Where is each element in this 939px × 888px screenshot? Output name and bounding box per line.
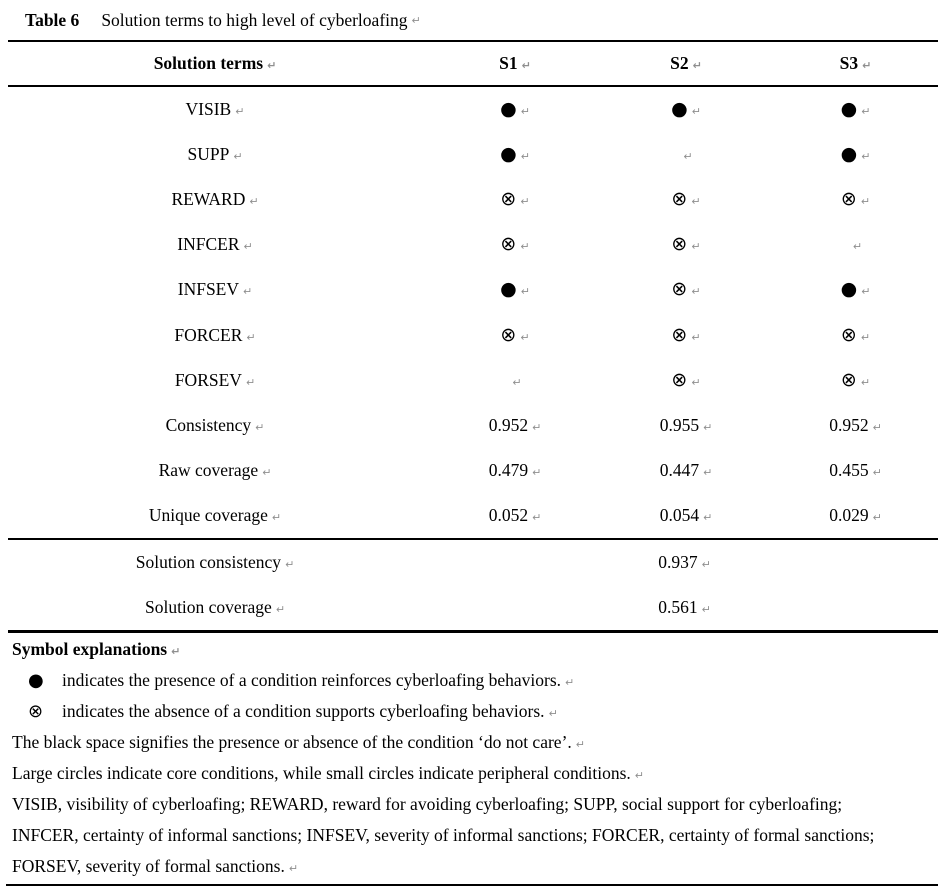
pilcrow-mark: ↵: [243, 285, 253, 299]
pilcrow-mark: ↵: [701, 603, 711, 617]
table-row-raw-coverage: [0, 448, 939, 493]
pilcrow-mark: ↵: [171, 644, 181, 658]
pilcrow-mark: ↵: [245, 375, 256, 389]
header-s2: S2 ↵: [670, 53, 702, 73]
cell-s1: [430, 234, 600, 255]
presence-circle-icon: ●: [840, 143, 858, 166]
row-label: Solution consistency ↵: [135, 552, 295, 573]
cell-s2: [600, 505, 772, 526]
pilcrow-mark: ↵: [520, 195, 530, 209]
cell-s3: [772, 234, 939, 255]
cell-s2: [600, 189, 772, 210]
pilcrow-mark: ↵: [691, 330, 701, 344]
pilcrow-mark: ↵: [701, 558, 711, 572]
cell-s2: [600, 144, 772, 165]
absence-circle-icon: ⊗: [28, 700, 44, 722]
table-row-infcer: [0, 222, 939, 267]
row-label: VISIB ↵: [185, 99, 245, 120]
pilcrow-mark: ↵: [532, 465, 542, 479]
pilcrow-mark: ↵: [683, 150, 693, 164]
note-text: VISIB, visibility of cyberloafing; REWARD, reward for avoiding cyberloafing; SUPP, social support for cyberloafing; INFCER, certainty of informal sanctions; INFSEV, severity of informal sanctions; FORCER, certainty of formal sanctions; FORSEV, severity of formal sanctions.: [12, 793, 875, 876]
cell-s1: [430, 144, 600, 165]
note-abbreviations: [12, 789, 904, 884]
note-absence: [12, 696, 939, 727]
note-text: indicates the presence of a condition reinforces cyberloafing behaviors.: [62, 669, 562, 690]
table-caption: [0, 0, 939, 40]
absence-circle-icon: ⊗: [671, 368, 688, 391]
table-number: Table 6: [25, 9, 80, 30]
cell-s3: [772, 144, 939, 165]
cell-s2: [600, 99, 772, 120]
absence-circle-icon: ⊗: [500, 323, 517, 346]
value: 0.952: [829, 414, 869, 435]
cell-s3: [772, 325, 939, 346]
value: 0.054: [659, 504, 700, 525]
cell-s3: [772, 370, 939, 391]
table-row-visib: [0, 87, 939, 132]
value: 0.955: [659, 414, 700, 435]
table-row-unique-coverage: [0, 493, 939, 538]
row-label: FORCER ↵: [174, 324, 256, 345]
cell-s3: [772, 460, 939, 481]
pilcrow-mark: ↵: [267, 59, 277, 72]
pilcrow-mark: ↵: [861, 105, 871, 119]
cell-s3: [772, 99, 939, 120]
table-header-row: [0, 42, 939, 85]
value: 0.447: [659, 459, 700, 480]
pilcrow-mark: ↵: [703, 420, 713, 434]
presence-circle-icon: ●: [840, 278, 858, 301]
presence-circle-icon: ●: [500, 98, 517, 121]
pilcrow-mark: ↵: [255, 420, 265, 434]
pilcrow-mark: ↵: [520, 240, 530, 254]
presence-circle-icon: ●: [28, 669, 44, 691]
solution-coverage-row: [0, 585, 939, 630]
note-blank-space: [12, 727, 939, 758]
cell-s1: [430, 189, 600, 210]
pilcrow-mark: ↵: [288, 861, 299, 875]
value: 0.029: [829, 504, 869, 525]
pilcrow-mark: ↵: [275, 603, 286, 617]
pilcrow-mark: ↵: [235, 105, 245, 119]
pilcrow-mark: ↵: [565, 675, 575, 689]
pilcrow-mark: ↵: [532, 510, 542, 524]
cell-s1: [430, 370, 600, 391]
pilcrow-mark: ↵: [691, 285, 701, 299]
table-row-forsev: [0, 358, 939, 403]
row-label: Consistency ↵: [165, 414, 265, 435]
table-row-supp: [0, 132, 939, 177]
cell-s1: [430, 279, 600, 300]
pilcrow-mark: ↵: [520, 105, 530, 119]
pilcrow-mark: ↵: [262, 465, 272, 479]
note-circle-sizes: [12, 758, 939, 789]
pilcrow-mark: ↵: [872, 510, 882, 524]
absence-circle-icon: ⊗: [671, 188, 688, 211]
absence-circle-icon: ⊗: [500, 188, 517, 211]
cell-s2: [600, 279, 772, 300]
pilcrow-mark: ↵: [691, 375, 701, 389]
absence-circle-icon: ⊗: [840, 368, 857, 391]
table-row-consistency: [0, 403, 939, 448]
cell-s3: [772, 279, 939, 300]
pilcrow-mark: ↵: [861, 150, 871, 164]
pilcrow-mark: ↵: [271, 510, 282, 524]
table-title: Solution terms to high level of cyberloafing: [101, 9, 408, 30]
cell-s2: [600, 415, 772, 436]
cell-s2: [600, 325, 772, 346]
pilcrow-mark: ↵: [691, 105, 701, 119]
table-row-infsev: [0, 267, 939, 312]
pilcrow-mark: ↵: [411, 13, 421, 27]
pilcrow-mark: ↵: [520, 330, 530, 344]
pilcrow-mark: ↵: [852, 240, 863, 254]
table-row-forcer: [0, 312, 939, 357]
pilcrow-mark: ↵: [249, 195, 259, 209]
row-label: SUPP ↵: [187, 144, 243, 165]
pilcrow-mark: ↵: [703, 510, 713, 524]
pilcrow-mark: ↵: [243, 240, 253, 254]
cell-s1: [430, 99, 600, 120]
note-presence: [12, 665, 939, 696]
cell-s1: [430, 325, 600, 346]
pilcrow-mark: ↵: [692, 59, 702, 72]
absence-circle-icon: ⊗: [671, 233, 688, 256]
pilcrow-mark: ↵: [861, 285, 871, 299]
cell-s2: [600, 234, 772, 255]
absence-circle-icon: ⊗: [840, 188, 857, 211]
cell-s2: [600, 460, 772, 481]
pilcrow-mark: ↵: [512, 375, 522, 389]
value: 0.479: [488, 459, 529, 480]
absence-circle-icon: ⊗: [840, 323, 857, 346]
presence-circle-icon: ●: [500, 143, 517, 166]
absence-circle-icon: ⊗: [671, 323, 688, 346]
pilcrow-mark: ↵: [860, 195, 871, 209]
row-label: Solution coverage ↵: [144, 597, 286, 618]
notes-heading: Symbol explanations ↵: [12, 634, 939, 665]
summary-value: 0.561 ↵: [658, 597, 711, 618]
cell-s3: [772, 189, 939, 210]
row-label: Unique coverage ↵: [148, 504, 282, 525]
summary-value: 0.937 ↵: [658, 552, 711, 573]
pilcrow-mark: ↵: [703, 465, 713, 479]
row-label: FORSEV ↵: [174, 369, 256, 390]
value: 0.952: [488, 414, 529, 435]
value: 0.052: [488, 504, 529, 525]
header-s3: S3 ↵: [839, 53, 872, 73]
pilcrow-mark: ↵: [872, 465, 882, 479]
cell-s1: [430, 505, 600, 526]
pilcrow-mark: ↵: [532, 420, 542, 434]
row-label: Raw coverage ↵: [158, 459, 272, 480]
pilcrow-mark: ↵: [521, 59, 531, 72]
pilcrow-mark: ↵: [634, 768, 644, 782]
note-text: indicates the absence of a condition supports cyberloafing behaviors.: [62, 700, 545, 721]
presence-circle-icon: ●: [840, 98, 858, 121]
cell-s2: [600, 370, 772, 391]
cell-s1: [430, 415, 600, 436]
row-label: REWARD ↵: [171, 189, 259, 210]
pilcrow-mark: ↵: [691, 240, 701, 254]
presence-circle-icon: ●: [500, 278, 517, 301]
cell-s3: [772, 505, 939, 526]
absence-circle-icon: ⊗: [500, 233, 517, 256]
pilcrow-mark: ↵: [233, 150, 243, 164]
pilcrow-mark: ↵: [860, 375, 871, 389]
cell-s1: [430, 460, 600, 481]
header-s1: S1 ↵: [499, 53, 531, 73]
solution-consistency-row: [0, 540, 939, 585]
pilcrow-mark: ↵: [872, 420, 882, 434]
table-notes: [0, 633, 939, 884]
pilcrow-mark: ↵: [862, 59, 872, 72]
pilcrow-mark: ↵: [285, 558, 295, 572]
pilcrow-mark: ↵: [860, 330, 871, 344]
pilcrow-mark: ↵: [691, 195, 701, 209]
header-solution-terms: Solution terms ↵: [153, 53, 277, 73]
note-text: Large circles indicate core conditions, while small circles indicate peripheral conditions.: [12, 762, 631, 783]
pilcrow-mark: ↵: [246, 330, 256, 344]
row-label: INFCER ↵: [177, 234, 253, 255]
value: 0.455: [829, 459, 869, 480]
table-row-reward: [0, 177, 939, 222]
absence-circle-icon: ⊗: [671, 278, 688, 301]
note-text: The black space signifies the presence or absence of the condition ‘do not care’.: [12, 731, 572, 752]
pilcrow-mark: ↵: [548, 706, 558, 720]
pilcrow-mark: ↵: [575, 737, 585, 751]
pilcrow-mark: ↵: [520, 285, 530, 299]
pilcrow-mark: ↵: [520, 150, 530, 164]
row-label: INFSEV ↵: [177, 279, 253, 300]
cell-s3: [772, 415, 939, 436]
presence-circle-icon: ●: [671, 98, 688, 121]
page-bottom-rule: [6, 884, 938, 886]
